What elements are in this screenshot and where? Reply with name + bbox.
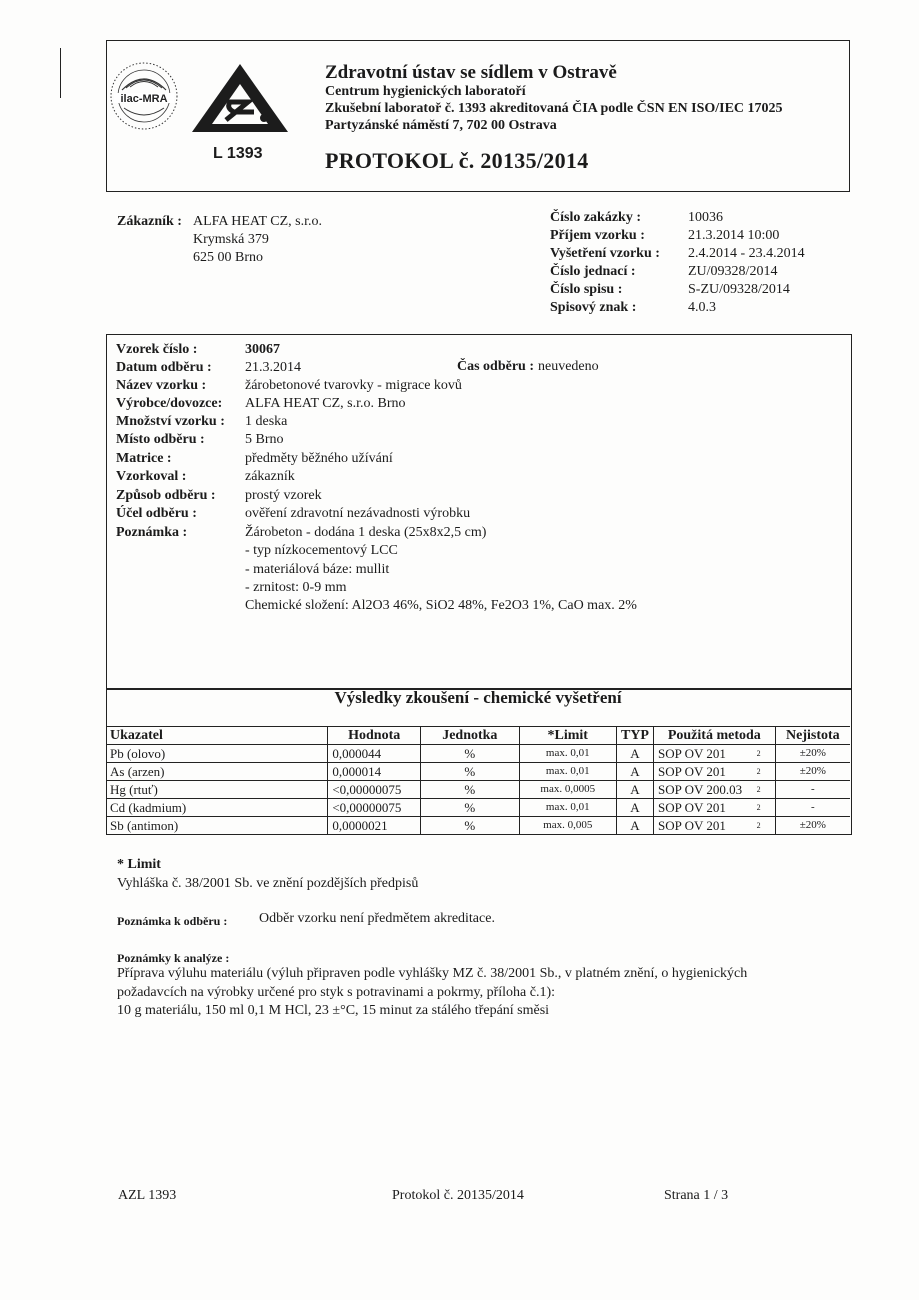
table-row — [106, 817, 850, 835]
method-ref: 2 — [756, 767, 761, 776]
sample-field-value: 1 deska — [245, 414, 288, 429]
sample-field-value: prostý vzorek — [245, 488, 322, 503]
sample-field-label: Matrice : — [116, 451, 172, 466]
order-info-value: S-ZU/09328/2014 — [688, 282, 790, 297]
sample-note-line: Chemické složení: Al2O3 46%, SiO2 48%, Fe2O3 1%, CaO max. 2% — [245, 598, 637, 613]
sample-frame — [106, 334, 852, 690]
cell-typ: A — [616, 799, 653, 817]
accreditation-line: Zkušební laboratoř č. 1393 akreditovaná ČIA podle ČSN EN ISO/IEC 17025 — [325, 101, 783, 116]
table-row — [106, 781, 850, 799]
ilac-mra-logo — [108, 60, 180, 132]
sample-field-value: předměty běžného užívání — [245, 451, 393, 466]
cell-metoda — [653, 799, 775, 817]
method-name: SOP OV 201 — [657, 800, 726, 815]
sample-field-value: 30067 — [245, 342, 280, 357]
column-header: Jednotka — [421, 727, 519, 745]
cell-ukazatel: As (arzen) — [106, 763, 328, 781]
order-info-label: Spisový znak : — [550, 300, 637, 315]
cell-hodnota: 0,000044 — [328, 745, 421, 763]
method-ref: 2 — [756, 749, 761, 758]
cell-limit: max. 0,005 — [519, 817, 616, 835]
sample-note-line: - materiálová báze: mullit — [245, 562, 390, 577]
sampling-time-value: neuvedeno — [538, 359, 599, 374]
column-header: TYP — [616, 727, 653, 745]
cell-limit: max. 0,01 — [519, 745, 616, 763]
method-name: SOP OV 200.03 — [657, 782, 743, 797]
sample-field-label: Způsob odběru : — [116, 488, 216, 503]
cell-limit: max. 0,01 — [519, 763, 616, 781]
sample-field-label: Účel odběru : — [116, 506, 197, 521]
sample-field-label: Množství vzorku : — [116, 414, 225, 429]
customer-street: Krymská 379 — [193, 232, 269, 247]
table-row — [106, 745, 850, 763]
cell-jednotka: % — [421, 781, 519, 799]
sample-field-value: 21.3.2014 — [245, 360, 301, 375]
protocol-title: PROTOKOL č. 20135/2014 — [325, 148, 589, 173]
analysis-note-label: Poznámky k analýze : — [117, 951, 230, 965]
column-header: *Limit — [519, 727, 616, 745]
customer-label: Zákazník : — [117, 214, 182, 229]
sample-field-value: zákazník — [245, 469, 295, 484]
footer-protocol: Protokol č. 20135/2014 — [392, 1188, 524, 1203]
order-info-label: Číslo spisu : — [550, 282, 623, 297]
cell-metoda — [653, 745, 775, 763]
order-info-value: ZU/09328/2014 — [688, 264, 778, 279]
column-header: Ukazatel — [106, 727, 328, 745]
order-info-label: Vyšetření vzorku : — [550, 246, 660, 261]
cell-nejistota: - — [775, 799, 850, 817]
analysis-note-line: 10 g materiálu, 150 ml 0,1 M HCl, 23 ±°C, 15 minut za stálého třepání směsi — [117, 1003, 550, 1018]
order-info-value: 10036 — [688, 210, 723, 225]
customer-city: 625 00 Brno — [193, 250, 263, 265]
institute-logo — [190, 62, 290, 134]
results-table — [106, 726, 850, 834]
method-ref: 2 — [756, 803, 761, 812]
limit-text: Vyhláška č. 38/2001 Sb. ve znění pozdějších předpisů — [117, 876, 419, 891]
limit-title: * Limit — [117, 857, 161, 872]
ilac-logo-text: ilac-MRA — [120, 93, 168, 105]
sample-field-value: ALFA HEAT CZ, s.r.o. Brno — [245, 396, 406, 411]
sampling-note-text: Odběr vzorku není předmětem akreditace. — [259, 911, 495, 926]
results-title: Výsledky zkoušení - chemické vyšetření — [334, 688, 622, 707]
sample-field-label: Název vzorku : — [116, 378, 207, 393]
cell-metoda — [653, 817, 775, 835]
order-info-label: Číslo jednací : — [550, 264, 636, 279]
sample-field-value: žárobetonové tvarovky - migrace kovů — [245, 378, 462, 393]
cell-nejistota: ±20% — [775, 763, 850, 781]
cell-hodnota: <0,00000075 — [328, 799, 421, 817]
cell-ukazatel: Cd (kadmium) — [106, 799, 328, 817]
order-info-value: 21.3.2014 10:00 — [688, 228, 780, 243]
column-header: Použitá metoda — [653, 727, 775, 745]
cell-jednotka: % — [421, 745, 519, 763]
cell-ukazatel: Hg (rtuť) — [106, 781, 328, 799]
sample-field-value: 5 Brno — [245, 432, 284, 447]
column-header: Hodnota — [328, 727, 421, 745]
cell-hodnota: 0,000014 — [328, 763, 421, 781]
sampling-time-label: Čas odběru : — [457, 359, 535, 374]
method-name: SOP OV 201 — [657, 818, 726, 833]
cell-jednotka: % — [421, 799, 519, 817]
sample-note-line: - zrnitost: 0-9 mm — [245, 580, 347, 595]
method-name: SOP OV 201 — [657, 746, 726, 761]
cell-typ: A — [616, 763, 653, 781]
column-header: Nejistota — [775, 727, 850, 745]
cell-hodnota: 0,0000021 — [328, 817, 421, 835]
cell-typ: A — [616, 817, 653, 835]
analysis-note-line: požadavcích na výrobky určené pro styk s potravinami a pokrmy, příloha č.1): — [117, 985, 556, 1000]
method-ref: 2 — [756, 785, 761, 794]
cell-hodnota: <0,00000075 — [328, 781, 421, 799]
table-row — [106, 799, 850, 817]
footer-lab-code: AZL 1393 — [118, 1188, 177, 1203]
cell-nejistota: ±20% — [799, 819, 826, 831]
customer-name: ALFA HEAT CZ, s.r.o. — [193, 214, 322, 229]
sample-field-label: Poznámka : — [116, 525, 188, 540]
sample-field-value: Žárobeton - dodána 1 deska (25x8x2,5 cm) — [245, 525, 487, 540]
cell-typ: A — [616, 745, 653, 763]
order-info-value: 2.4.2014 - 23.4.2014 — [688, 246, 805, 261]
method-ref: 2 — [756, 821, 761, 830]
sample-field-value: ověření zdravotní nezávadnosti výrobku — [245, 506, 471, 521]
cell-metoda — [653, 763, 775, 781]
sample-field-label: Datum odběru : — [116, 360, 212, 375]
analysis-note-line: Příprava výluhu materiálu (výluh připraven podle vyhlášky MZ č. 38/2001 Sb., v platném znění, o hygienických — [117, 966, 748, 981]
institute-address: Partyzánské náměstí 7, 702 00 Ostrava — [325, 118, 557, 133]
lab-code: L 1393 — [213, 145, 263, 162]
results-header-row — [106, 727, 850, 745]
cell-jednotka: % — [421, 763, 519, 781]
sample-field-label: Místo odběru : — [116, 432, 205, 447]
cell-limit: max. 0,01 — [519, 799, 616, 817]
method-name: SOP OV 201 — [657, 764, 726, 779]
order-info-label: Příjem vzorku : — [550, 228, 645, 243]
cell-ukazatel: Sb (antimon) — [106, 817, 328, 835]
cell-nejistota: - — [775, 781, 850, 799]
order-info-value: 4.0.3 — [688, 300, 716, 315]
sample-field-label: Výrobce/dovozce: — [116, 396, 223, 411]
cell-limit: max. 0,0005 — [519, 781, 616, 799]
centre-name: Centrum hygienických laboratoří — [325, 84, 526, 99]
cell-metoda — [653, 781, 775, 799]
institute-name: Zdravotní ústav se sídlem v Ostravě — [325, 62, 617, 83]
sample-field-label: Vzorkoval : — [116, 469, 187, 484]
cell-ukazatel: Pb (olovo) — [106, 745, 328, 763]
sampling-note-label: Poznámka k odběru : — [117, 914, 228, 928]
table-row — [106, 763, 850, 781]
cell-typ: A — [616, 781, 653, 799]
sample-note-line: - typ nízkocementový LCC — [245, 543, 398, 558]
cell-jednotka: % — [421, 817, 519, 835]
sample-field-label: Vzorek číslo : — [116, 342, 198, 357]
cell-nejistota: ±20% — [775, 745, 850, 763]
margin-mark — [60, 48, 61, 98]
order-info-label: Číslo zakázky : — [550, 210, 641, 225]
page-number: Strana 1 / 3 — [664, 1188, 729, 1203]
